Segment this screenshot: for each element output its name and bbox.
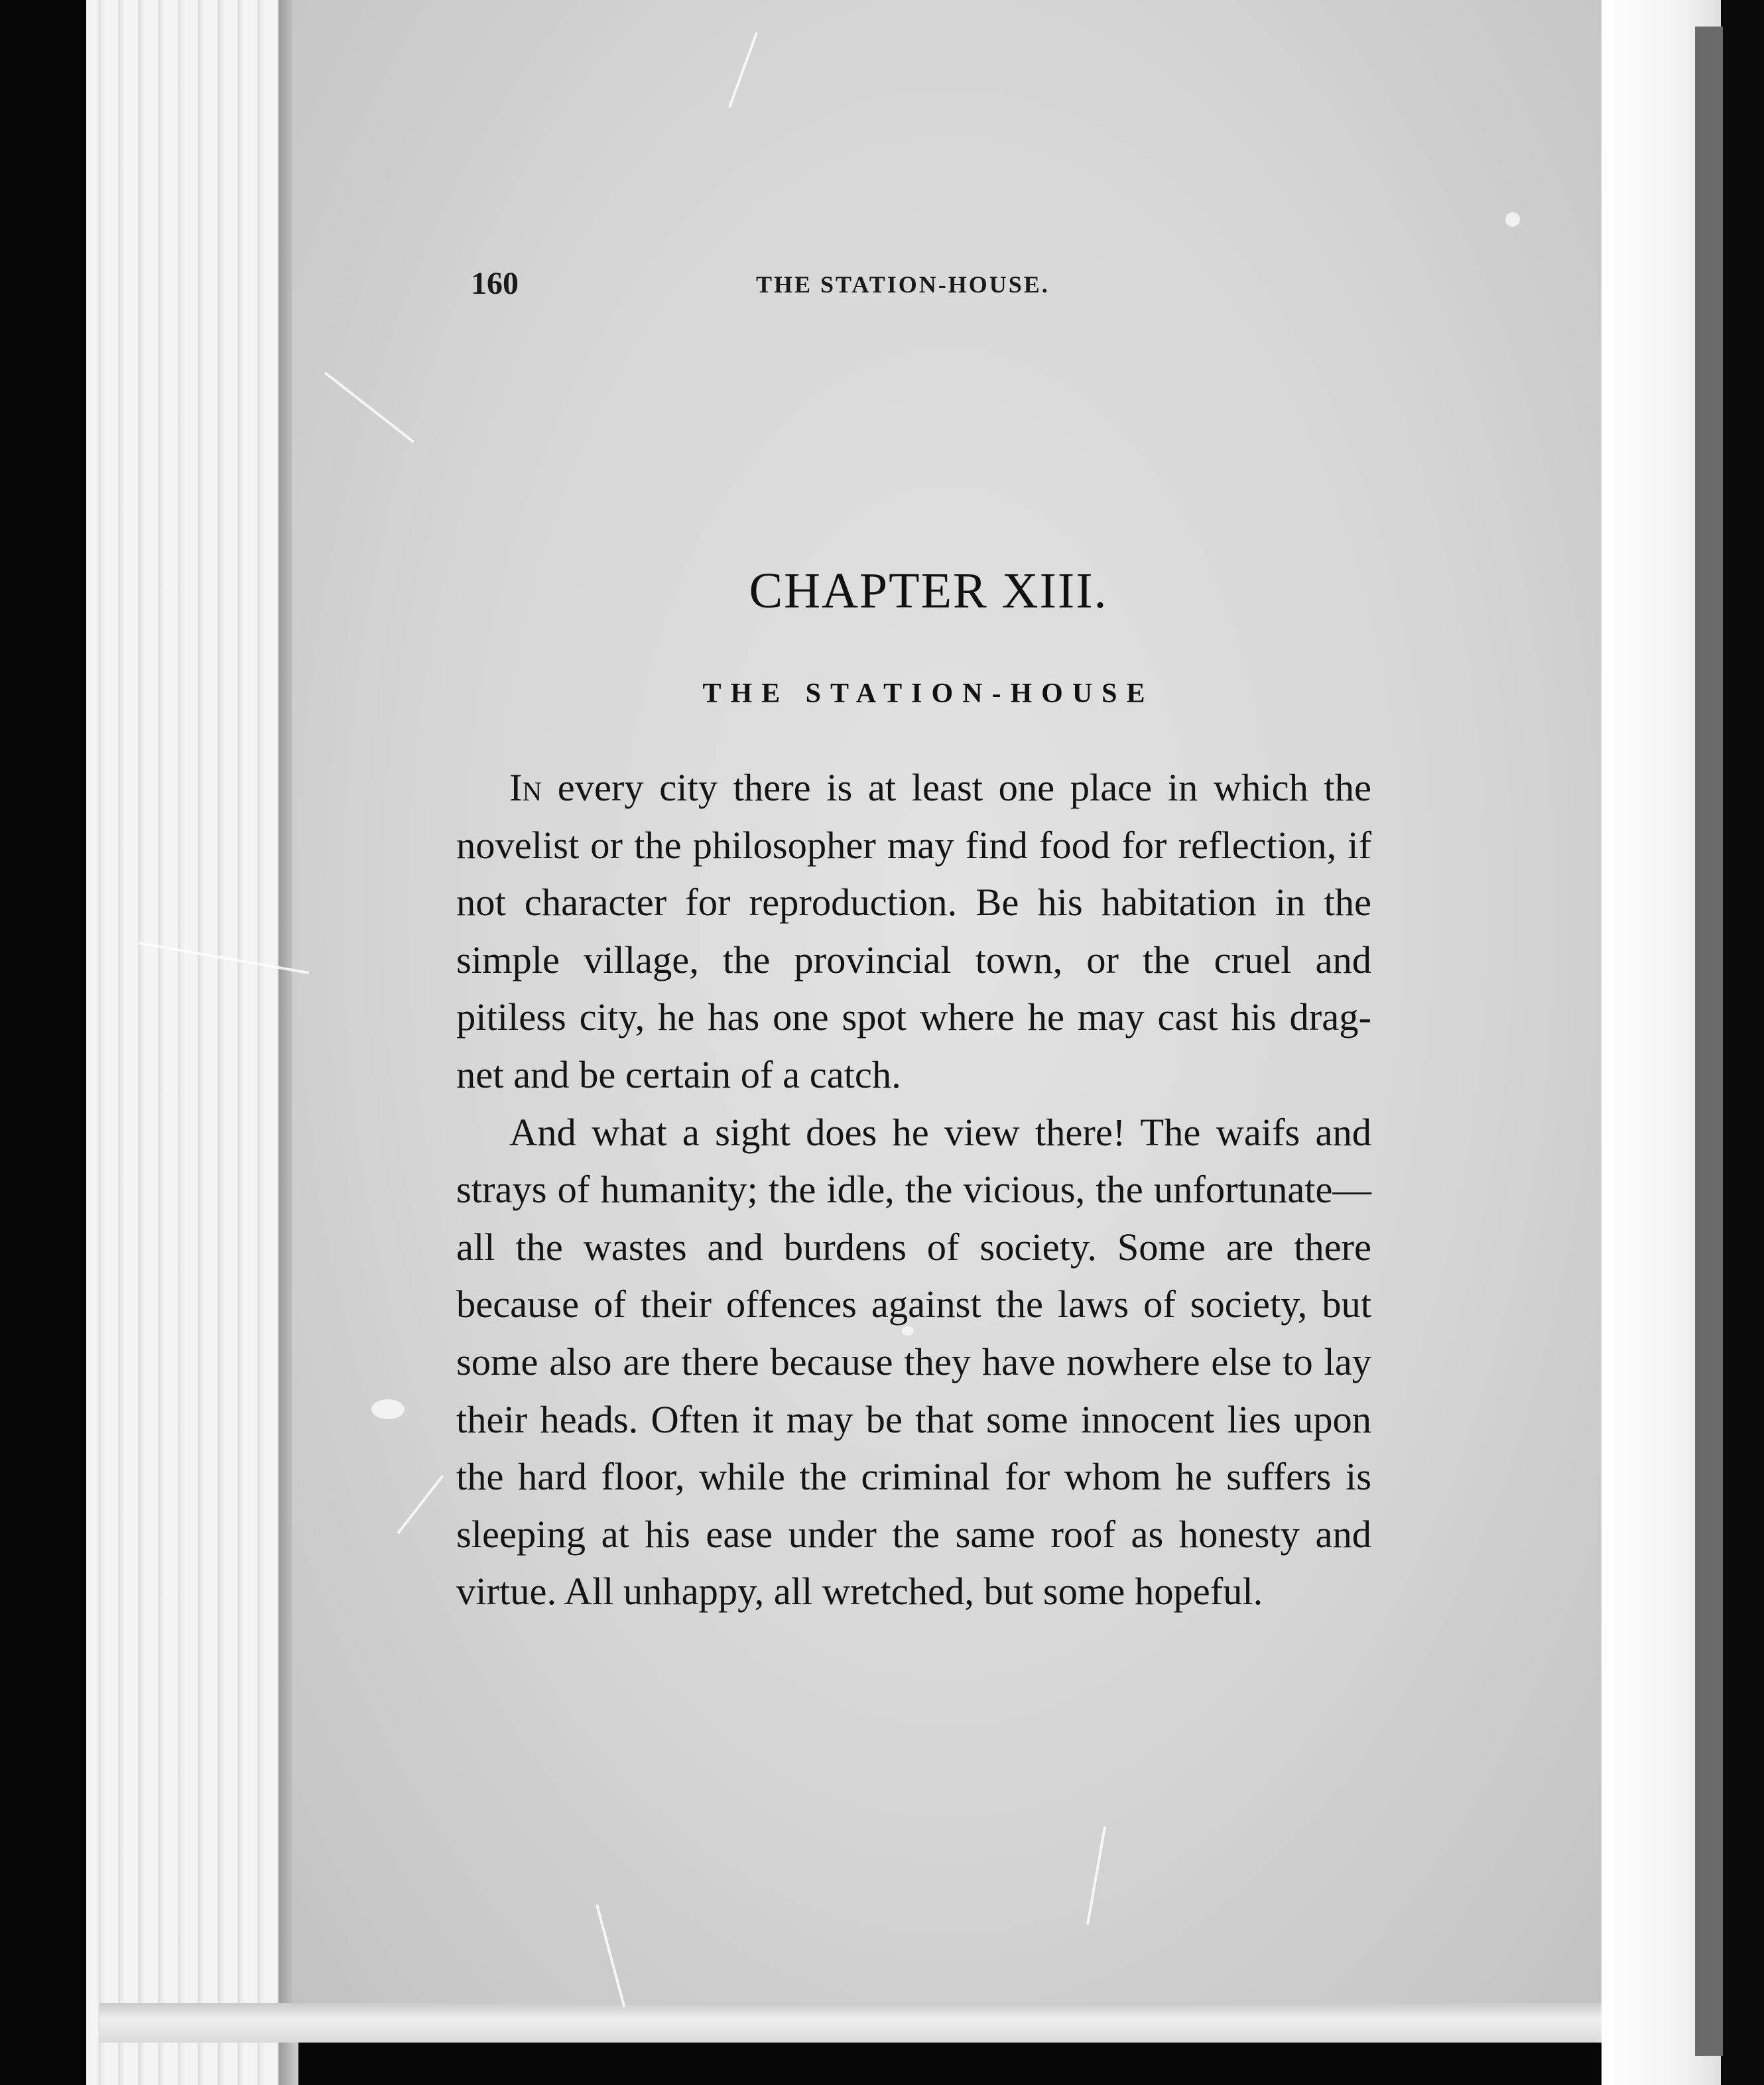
book-cover-edge bbox=[1695, 27, 1723, 2056]
scan-speck bbox=[1505, 212, 1520, 227]
paragraph-text: And what a sight does he view there! The waifs and strays of humanity; the idle, the vicious, the unfortunate—all the wastes and burdens of society. Some are there because of their offences against the laws of society, but some also are there because they have nowhere else to lay their heads. Often it may be that some innocent lies upon the hard floor, while the criminal for whom he suffers is sleeping at his ease under the same roof as honesty and virtue. All unhappy, all wretched, but some hopeful. bbox=[456, 1110, 1371, 1613]
page-header bbox=[471, 265, 1366, 305]
paragraph-text: every city there is at least one place in which the novelist or the philosopher may find food for reflection, if not character for reproduction. Be his habitation in the simple village, the provincial town, or the cruel and pitiless city, he has one spot where he may cast his drag-net and be certain of a catch. bbox=[456, 766, 1371, 1096]
stacked-page-edges bbox=[86, 0, 285, 2085]
background-edge bbox=[1723, 0, 1764, 2085]
page-number: 160 bbox=[471, 266, 519, 301]
running-head: THE STATION-HOUSE. bbox=[756, 271, 1050, 298]
chapter-subtitle: THE STATION-HOUSE bbox=[702, 678, 1155, 709]
page-bottom-edge bbox=[99, 2003, 1618, 2043]
body-text bbox=[456, 759, 1371, 1621]
chapter-title: CHAPTER XIII. bbox=[749, 563, 1108, 619]
scan-speck bbox=[371, 1399, 405, 1419]
paragraph bbox=[456, 1104, 1371, 1621]
drop-word: In bbox=[509, 766, 542, 809]
paragraph bbox=[456, 759, 1371, 1104]
